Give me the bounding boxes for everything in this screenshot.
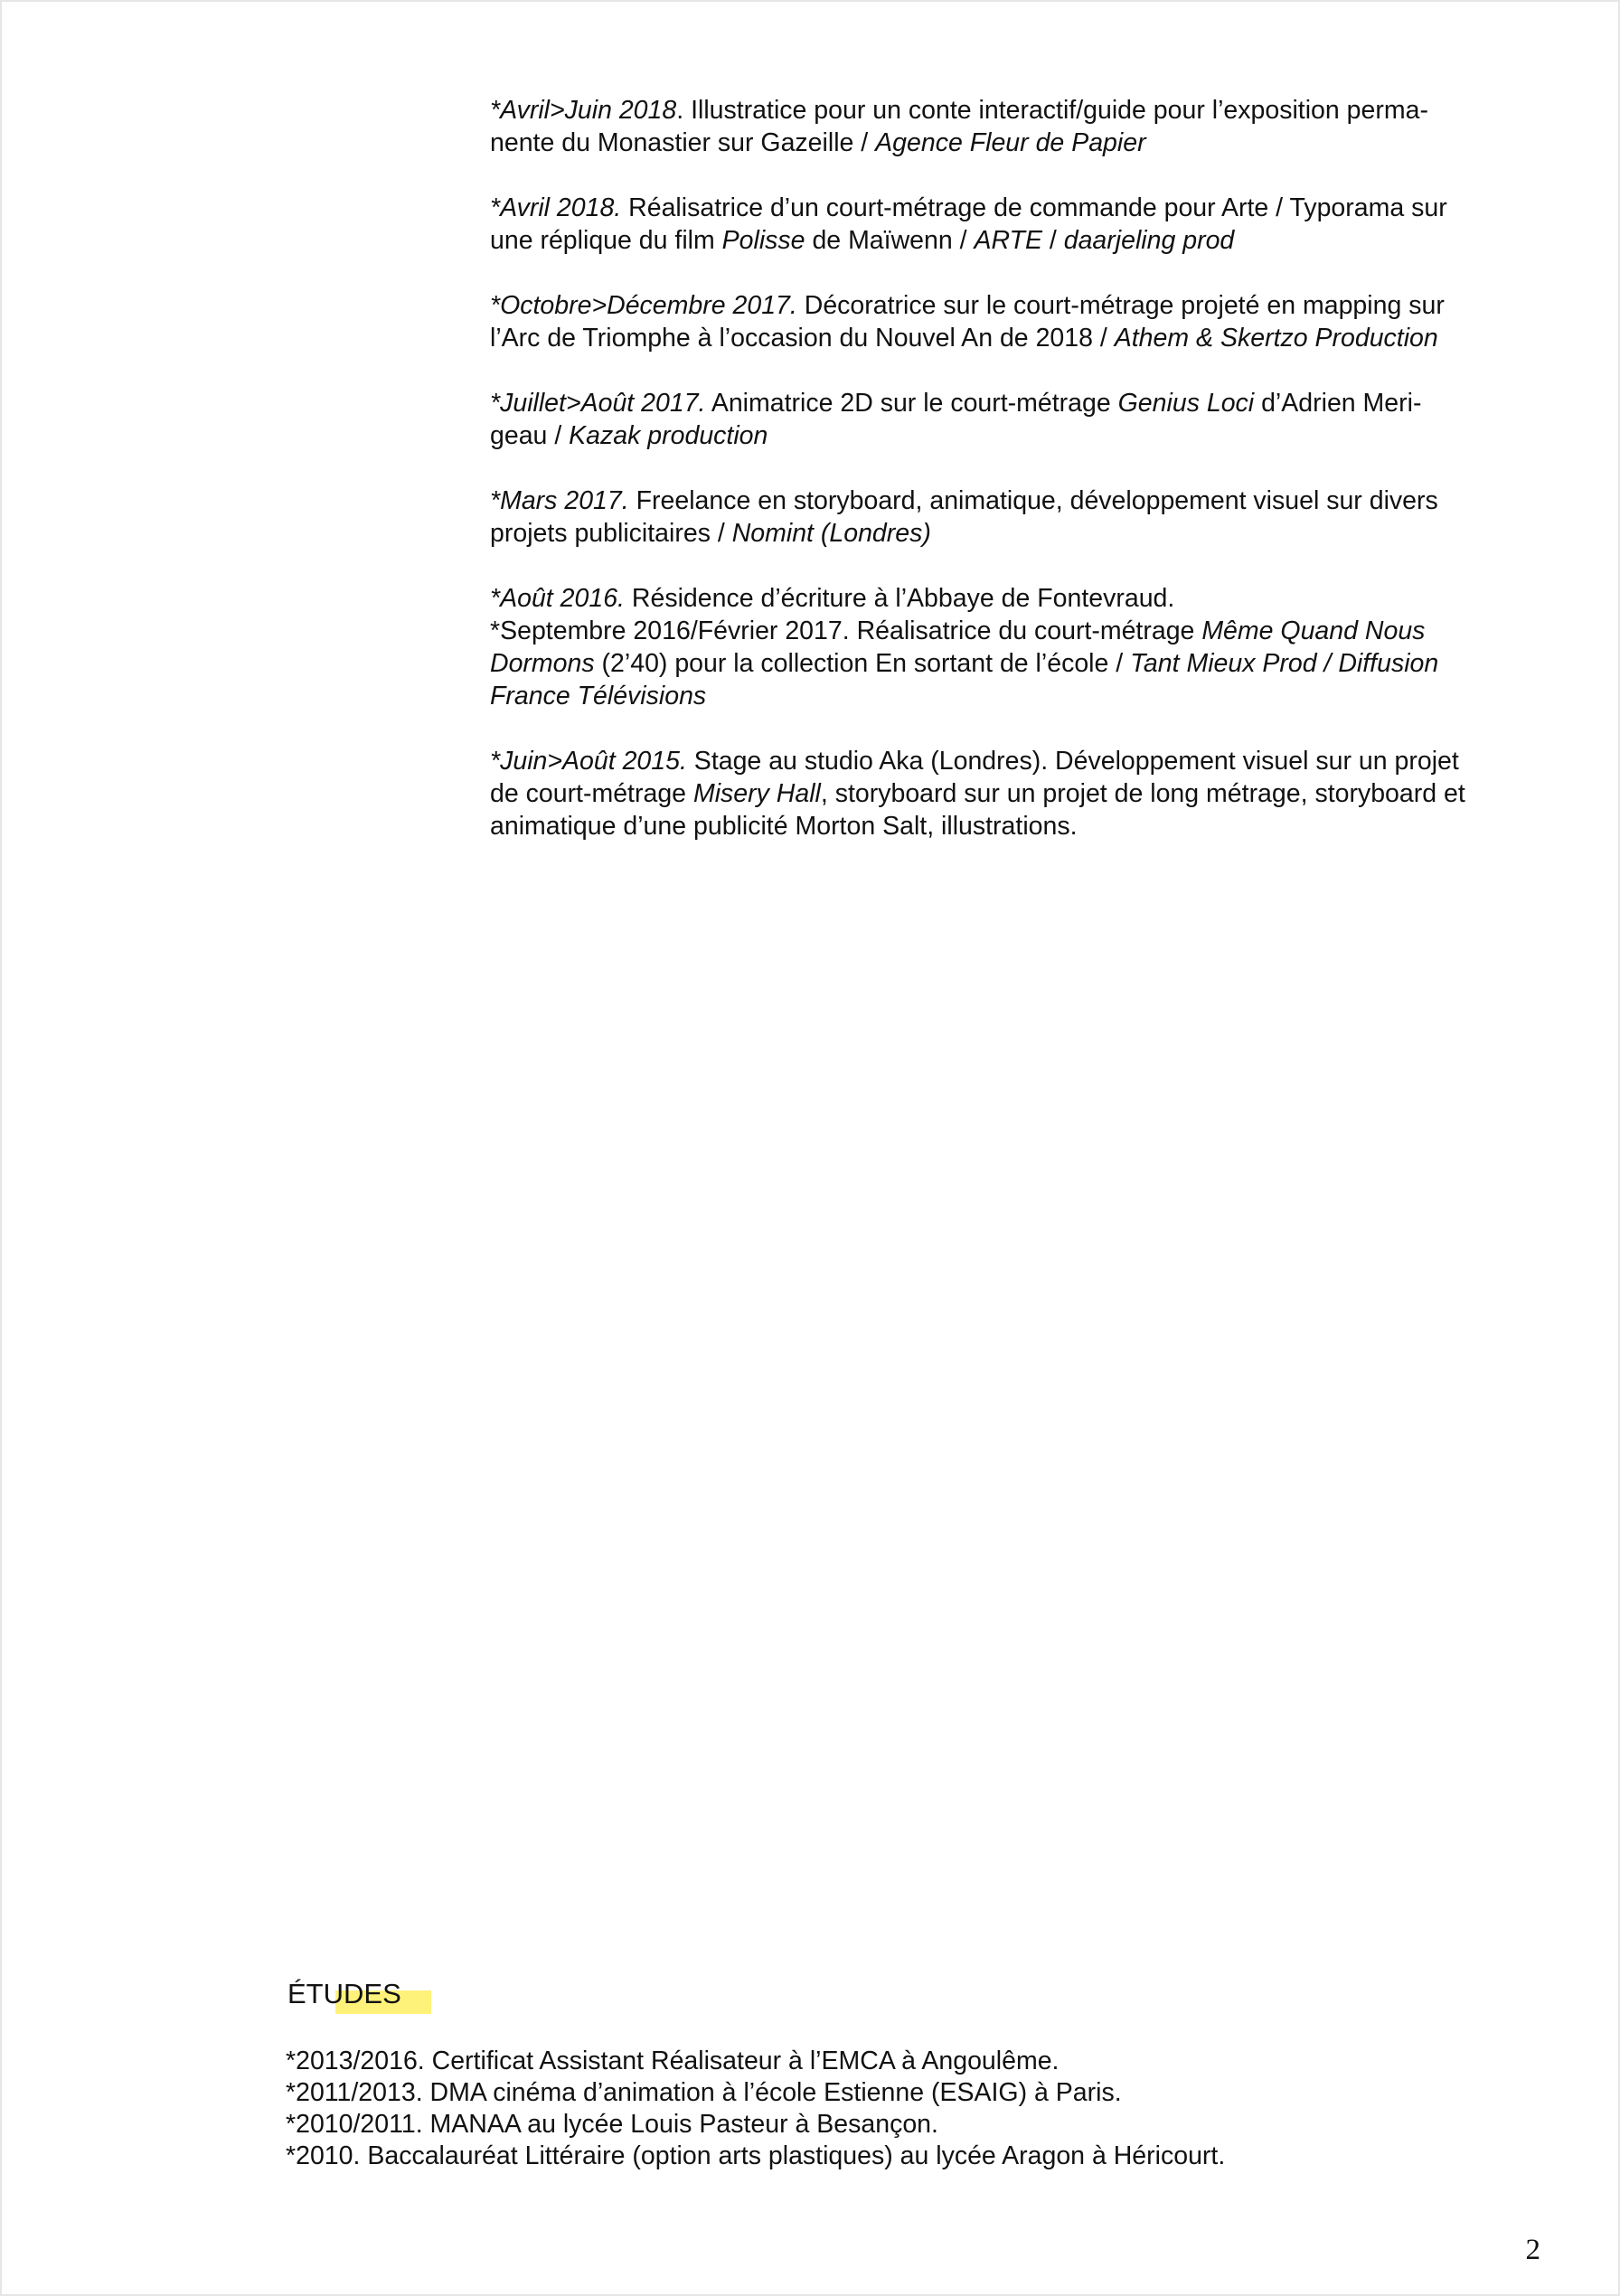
- italic-text: *Mars 2017.: [490, 486, 629, 515]
- entry-line: [490, 94, 1539, 127]
- experience-entry: [490, 94, 1539, 159]
- italic-text: *Juillet>Août 2017.: [490, 389, 706, 418]
- text: Décoratrice sur le court-métrage projeté en mapping sur: [796, 291, 1445, 320]
- etudes-section: [286, 1978, 1461, 2172]
- text: Animatrice 2D sur le court-métrage: [705, 389, 1118, 418]
- italic-text: Athem & Skertzo Production: [1114, 324, 1438, 353]
- experience-entry: [490, 387, 1539, 452]
- text: geau /: [490, 421, 570, 450]
- etudes-heading: [286, 1978, 403, 2009]
- italic-text: *Octobre>Décembre 2017.: [490, 291, 797, 320]
- italic-text: *Avril>Juin 2018: [490, 96, 677, 125]
- text: une réplique du film: [490, 226, 722, 255]
- entry-line: [490, 745, 1539, 777]
- entry-line: [490, 777, 1539, 810]
- text: Freelance en storyboard, animatique, développement visuel sur divers: [628, 486, 1438, 515]
- italic-text: Nomint (Londres): [731, 519, 931, 548]
- entry-line: [490, 224, 1539, 257]
- text: /: [1041, 226, 1064, 255]
- italic-text: Agence Fleur de Papier: [875, 128, 1146, 157]
- etudes-heading-text: ÉTUDES: [287, 1978, 401, 2009]
- text: , storyboard sur un projet de long métrage, storyboard et: [820, 779, 1465, 808]
- etudes-item: *2013/2016. Certificat Assistant Réalisateur à l’EMCA à Angoulême.: [286, 2047, 1060, 2075]
- italic-text: daarjeling prod: [1063, 226, 1235, 255]
- entry-line: [490, 582, 1539, 615]
- italic-text: Tant Mieux Prod / Diffusion: [1130, 649, 1439, 678]
- entry-line: [490, 192, 1539, 224]
- text: Résidence d’écriture à l’Abbaye de Fontevraud.: [624, 584, 1175, 613]
- italic-text: Kazak production: [569, 421, 768, 450]
- etudes-item: *2010. Baccalauréat Littéraire (option arts plastiques) au lycée Aragon à Héricourt.: [286, 2141, 1226, 2170]
- text: *Septembre 2016/Février 2017. Réalisatrice du court-métrage: [490, 616, 1202, 645]
- entry-line: [490, 387, 1539, 419]
- page-number: 2: [1525, 2234, 1540, 2266]
- italic-text: Genius Loci: [1117, 389, 1255, 418]
- italic-text: Même Quand Nous: [1201, 616, 1426, 645]
- text: (2’40) pour la collection En sortant de l’école /: [594, 649, 1131, 678]
- entry-line: [490, 419, 1539, 452]
- entry-line: [490, 322, 1539, 354]
- italic-text: *Juin>Août 2015.: [490, 747, 687, 776]
- entry-line: [490, 810, 1539, 842]
- text: Stage au studio Aka (Londres). Développement visuel sur un projet: [686, 747, 1459, 776]
- etudes-list: [286, 2046, 1461, 2172]
- italic-text: France Télévisions: [490, 682, 707, 710]
- entry-line: [490, 289, 1539, 322]
- entry-line: [490, 127, 1539, 159]
- text: nente du Monastier sur Gazeille /: [490, 128, 876, 157]
- entry-line: [490, 680, 1539, 712]
- entry-line: [490, 517, 1539, 550]
- entry-line: [490, 647, 1539, 680]
- etudes-item: *2010/2011. MANAA au lycée Louis Pasteur à Besançon.: [286, 2110, 938, 2139]
- text: l’Arc de Triomphe à l’occasion du Nouvel An de 2018 /: [490, 324, 1115, 353]
- experience-entry: [490, 485, 1539, 550]
- italic-text: *Avril 2018.: [490, 193, 622, 222]
- experience-entry: [490, 615, 1539, 712]
- entry-line: [490, 615, 1539, 647]
- text: de court-métrage: [490, 779, 693, 808]
- italic-text: Misery Hall: [692, 779, 821, 808]
- italic-text: Dormons: [490, 649, 595, 678]
- text: . Illustratice pour un conte interactif/guide pour l’exposition perma-: [676, 96, 1428, 125]
- text: de Maïwenn /: [805, 226, 975, 255]
- experience-entry: [490, 745, 1539, 842]
- experience-entry: [490, 582, 1539, 615]
- text: d’Adrien Meri-: [1254, 389, 1422, 418]
- italic-text: Polisse: [721, 226, 805, 255]
- etudes-item: *2011/2013. DMA cinéma d’animation à l’école Estienne (ESAIG) à Paris.: [286, 2078, 1122, 2107]
- entry-line: [490, 485, 1539, 517]
- text: Réalisatrice d’un court-métrage de commande pour Arte / Typorama sur: [621, 193, 1447, 222]
- italic-text: ARTE: [974, 226, 1042, 255]
- experience-section: [490, 94, 1539, 875]
- experience-entry: [490, 289, 1539, 354]
- text: animatique d’une publicité Morton Salt, illustrations.: [490, 812, 1078, 841]
- text: projets publicitaires /: [490, 519, 732, 548]
- experience-entry: [490, 192, 1539, 257]
- italic-text: *Août 2016.: [490, 584, 625, 613]
